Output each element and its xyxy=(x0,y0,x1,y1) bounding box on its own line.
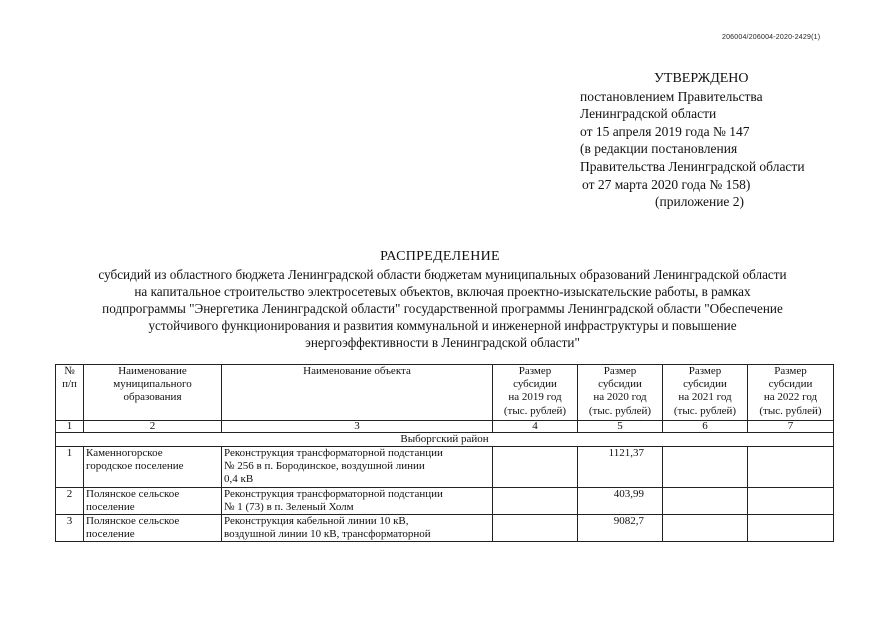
object-cell xyxy=(222,515,493,542)
object-text: Реконструкция кабельной линии 10 кВ, xyxy=(224,515,409,528)
header-text: субсидии xyxy=(768,378,813,391)
header-text: п/п xyxy=(62,378,77,391)
approval-line: от 15 апреля 2019 года № 147 xyxy=(580,123,750,139)
header-text: № xyxy=(64,365,75,377)
object-cell xyxy=(222,487,493,514)
municipality-text: Каменногорское xyxy=(86,447,163,459)
header-cell-municipality xyxy=(84,365,222,421)
amount-2020: 9082,7 xyxy=(578,515,663,542)
approval-appendix: (приложение 2) xyxy=(655,194,745,210)
header-text: Наименование объекта xyxy=(303,365,411,377)
subsidy-table xyxy=(55,364,834,542)
header-text: Наименование xyxy=(118,365,187,377)
amount-2022 xyxy=(748,487,834,514)
table-row xyxy=(56,447,834,488)
amount-2021 xyxy=(663,447,748,488)
subtitle-line: устойчивого функционирования и развития коммунальной и инженерной инфраструктуры и повышение xyxy=(148,318,737,333)
object-text: Реконструкция трансформаторной подстанции xyxy=(224,447,443,459)
municipality-text: поселение xyxy=(86,528,135,541)
amount-2021 xyxy=(663,487,748,514)
amount-2019 xyxy=(493,487,578,514)
amount-2022 xyxy=(748,515,834,542)
municipality-text: городское поселение xyxy=(86,460,184,473)
municipality-cell xyxy=(84,515,222,542)
column-number-row xyxy=(56,421,834,433)
subtitle-line: субсидий из областного бюджета Ленинградской области бюджетам муниципальных образований Ленинградской области xyxy=(98,267,787,282)
subtitle-line: на капитальное строительство электросетевых объектов, включая проектно-изыскательские работы, в рамках xyxy=(134,284,751,299)
header-text: (тыс. рублей) xyxy=(503,404,567,417)
column-number: 6 xyxy=(663,421,748,433)
approval-heading: УТВЕРЖДЕНО xyxy=(654,71,749,86)
object-cell xyxy=(222,447,493,488)
row-number: 2 xyxy=(56,487,84,514)
approval-line: Ленинградской области xyxy=(580,106,717,122)
municipality-text: Полянское сельское xyxy=(86,515,180,528)
object-text: № 256 в п. Бородинское, воздушной линии xyxy=(224,460,425,473)
approval-line: Правительства Ленинградской области xyxy=(580,158,805,174)
column-number: 7 xyxy=(748,421,834,433)
header-text: субсидии xyxy=(598,378,642,391)
header-text: на 2020 год xyxy=(593,391,647,404)
municipality-cell xyxy=(84,487,222,514)
column-number: 4 xyxy=(493,421,578,433)
approval-block xyxy=(580,70,880,211)
header-text: субсидии xyxy=(683,378,727,391)
column-number: 1 xyxy=(56,421,84,433)
header-text: Размер xyxy=(774,365,807,377)
header-cell-2019 xyxy=(493,365,578,421)
header-text: на 2021 год xyxy=(678,391,732,404)
header-cell-2020 xyxy=(578,365,663,421)
column-number: 2 xyxy=(84,421,222,433)
header-text: образования xyxy=(123,391,182,404)
municipality-cell xyxy=(84,447,222,488)
header-text: субсидии xyxy=(513,378,557,391)
header-cell-2022 xyxy=(748,365,834,421)
amount-2019 xyxy=(493,447,578,488)
column-number: 5 xyxy=(578,421,663,433)
header-cell-number xyxy=(56,365,84,421)
approval-line: (в редакции постановления xyxy=(580,141,738,157)
region-row xyxy=(56,433,834,447)
header-text: Размер xyxy=(603,365,637,377)
subtitle-line: подпрограммы "Энергетика Ленинградской области" государственной программы Ленинградской области "Обеспечение xyxy=(102,301,783,316)
document-title: РАСПРЕДЕЛЕНИЕ xyxy=(380,249,500,264)
header-text: на 2022 год xyxy=(763,391,818,404)
municipality-text: Полянское сельское xyxy=(86,487,180,500)
header-text: муниципального xyxy=(113,378,192,391)
table-row xyxy=(56,515,834,542)
amount-2021 xyxy=(663,515,748,542)
header-cell-2021 xyxy=(663,365,748,421)
header-cell-object xyxy=(222,365,493,421)
amount-2020: 1121,37 xyxy=(578,447,663,488)
row-number: 3 xyxy=(56,515,84,542)
document-id: 206004/206004-2020-2429(1) xyxy=(722,34,821,41)
header-text: (тыс. рублей) xyxy=(759,404,822,417)
amount-2022 xyxy=(748,447,834,488)
row-number: 1 xyxy=(56,447,84,488)
header-text: на 2019 год xyxy=(508,391,562,404)
region-name: Выборгский район xyxy=(56,433,834,447)
table-row xyxy=(56,487,834,514)
amount-2020: 403,99 xyxy=(578,487,663,514)
amount-2019 xyxy=(493,515,578,542)
object-text: воздушной линии 10 кВ, трансформаторной xyxy=(224,528,431,541)
object-text: № 1 (73) в п. Зеленый Холм xyxy=(224,500,354,513)
document-subtitle xyxy=(40,266,845,351)
header-text: (тыс. рублей) xyxy=(673,404,737,417)
table-header-row xyxy=(56,365,834,421)
header-text: Размер xyxy=(518,365,552,377)
column-number: 3 xyxy=(222,421,493,433)
header-text: (тыс. рублей) xyxy=(588,404,652,417)
object-text: Реконструкция трансформаторной подстанции xyxy=(224,487,443,500)
header-text: Размер xyxy=(688,365,722,377)
subtitle-line: энергоэффективности в Ленинградской области" xyxy=(305,335,580,350)
object-text: 0,4 кВ xyxy=(224,473,254,486)
approval-line: от 27 марта 2020 года № 158) xyxy=(582,176,751,192)
municipality-text: поселение xyxy=(86,500,135,513)
approval-line: постановлением Правительства xyxy=(580,88,763,104)
